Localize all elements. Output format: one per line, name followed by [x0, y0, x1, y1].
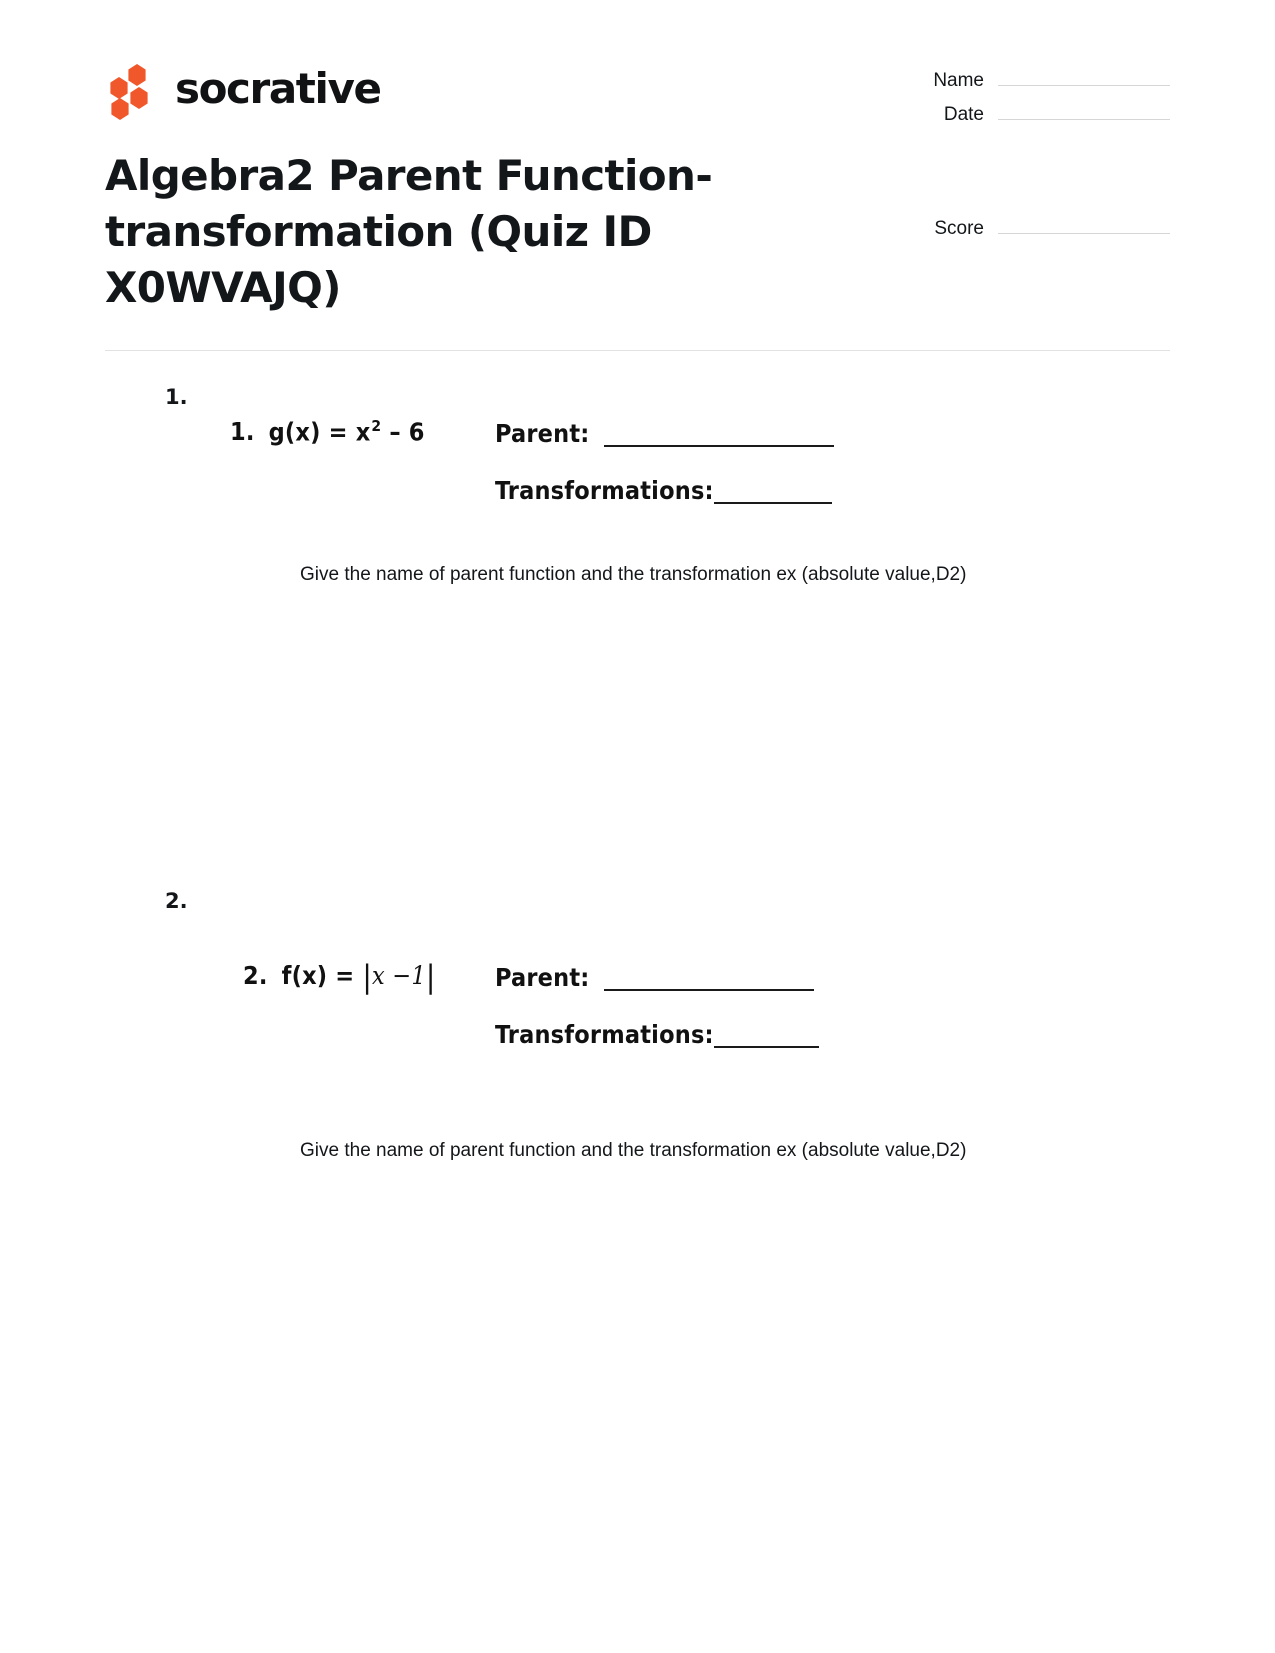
socrative-hexagon-logo-icon — [105, 62, 159, 116]
figure-item-label: 1. — [230, 416, 255, 446]
transformations-answer-blank[interactable] — [714, 1046, 819, 1048]
question-2-expression — [243, 959, 495, 996]
transformations-label: Transformations: — [495, 1020, 714, 1050]
function-name: g(x) = — [268, 416, 348, 446]
parent-answer-blank[interactable] — [604, 989, 814, 991]
function-name: f(x) = — [281, 961, 355, 991]
expression-tail: – 6 — [389, 416, 425, 446]
question-1-figure — [165, 417, 1170, 505]
hexagon-shape — [109, 77, 129, 99]
score-field-row — [870, 214, 1170, 240]
parent-label: Parent: — [495, 418, 590, 448]
question-1-answer-blanks — [495, 417, 834, 505]
absolute-value-bar-left: | — [362, 959, 373, 996]
transformations-label: Transformations: — [495, 475, 714, 505]
score-field-input[interactable] — [998, 214, 1170, 234]
page-title: Algebra2 Parent Function-transformation (Quiz ID X0WVAJQ) — [105, 151, 713, 312]
title-block — [0, 134, 1275, 316]
hexagon-shape — [127, 64, 147, 86]
question-2-answer-blanks — [495, 961, 819, 1049]
question-2-number: 2. — [165, 889, 188, 914]
question-2-transformations-row — [495, 1020, 819, 1049]
question-1-parent-row — [495, 419, 834, 448]
hexagon-shape — [110, 98, 130, 120]
transformations-answer-blank[interactable] — [714, 502, 832, 504]
hexagon-shape — [129, 87, 149, 109]
question-2-figure — [165, 961, 1170, 1049]
name-field-label: Name — [933, 70, 984, 91]
student-meta-fields — [870, 66, 1170, 134]
figure-item-label: 2. — [243, 961, 268, 991]
question-1 — [0, 385, 1275, 590]
question-1-transformations-row — [495, 476, 834, 505]
brand-logo — [105, 62, 381, 116]
expression-exponent: 2 — [371, 416, 382, 435]
score-field-block — [870, 148, 1170, 248]
score-field-label: Score — [934, 218, 984, 239]
question-1-expression — [230, 417, 495, 447]
absolute-value-bar-right: | — [425, 959, 436, 996]
header-divider — [105, 350, 1170, 351]
name-field-input[interactable] — [998, 66, 1170, 86]
date-field-input[interactable] — [998, 100, 1170, 120]
question-1-number: 1. — [165, 384, 188, 409]
parent-label: Parent: — [495, 963, 590, 993]
question-2-instruction: Give the name of parent function and the transformation ex (absolute value,D2) — [300, 1140, 967, 1162]
question-1-instruction: Give the name of parent function and the transformation ex (absolute value,D2) — [300, 563, 967, 585]
expression-inner: x −1 — [372, 961, 426, 991]
question-1-expression-block — [165, 417, 495, 447]
date-field-label: Date — [943, 104, 984, 125]
date-field-row — [870, 100, 1170, 126]
parent-answer-blank[interactable] — [604, 445, 834, 447]
expression-base: x — [355, 416, 371, 446]
name-field-row — [870, 66, 1170, 92]
page-header — [0, 0, 1275, 134]
question-2 — [0, 889, 1275, 1166]
question-2-parent-row — [495, 963, 819, 992]
brand-wordmark: socrative — [175, 64, 381, 113]
question-2-expression-block — [165, 959, 495, 996]
